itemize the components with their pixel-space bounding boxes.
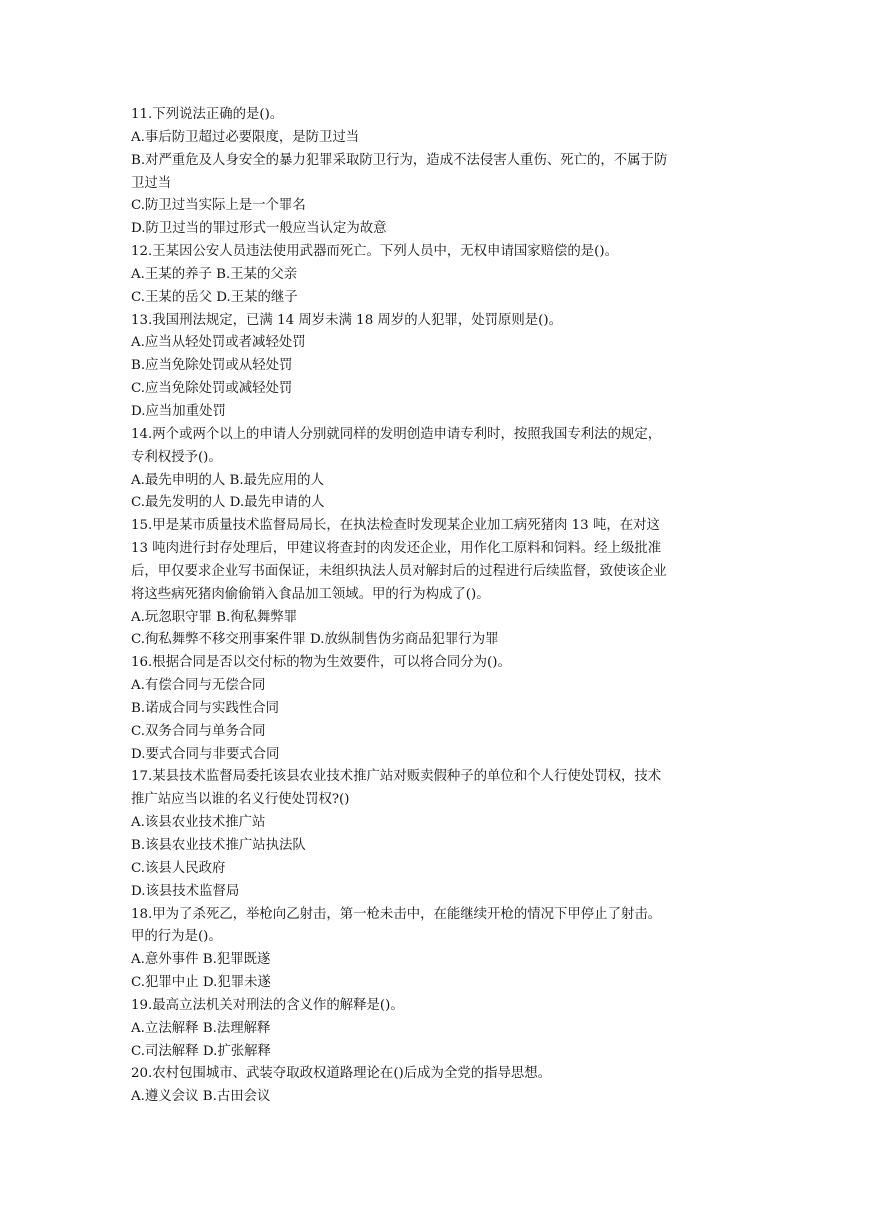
text-line: 专利权授予()。 <box>131 449 222 465</box>
text-line: 甲的行为是()。 <box>131 929 222 945</box>
option-line: B.该县农业技术推广站执法队 <box>131 838 306 853</box>
option-line: C.该县人民政府 <box>131 860 226 876</box>
option-line: A.该县农业技术推广站 <box>131 815 266 831</box>
option-line: A.应当从轻处罚或者减轻处罚 <box>131 335 306 351</box>
option-line: A.意外事件 B.犯罪既遂 <box>131 952 271 968</box>
option-line: A.遵义会议 B.古田会议 <box>131 1089 271 1105</box>
option-line: C.防卫过当实际上是一个罪名 <box>131 198 306 214</box>
question-line: 19.最高立法机关对刑法的含义作的解释是()。 <box>131 997 404 1013</box>
option-line: C.徇私舞弊不移交刑事案件罪 D.放纵制售伪劣商品犯罪行为罪 <box>131 632 499 648</box>
option-line: B.应当免除处罚或从轻处罚 <box>131 358 293 374</box>
option-line: C.双务合同与单务合同 <box>131 723 266 739</box>
option-line: C.最先发明的人 D.最先申请的人 <box>131 495 325 511</box>
option-line: D.该县技术监督局 <box>131 883 240 899</box>
question-line: 12.王某因公安人员违法使用武器而死亡。下列人员中，无权申请国家赔偿的是()。 <box>131 244 619 260</box>
question-line: 13.我国刑法规定，已满 14 周岁未满 18 周岁的人犯罪，处罚原则是()。 <box>131 312 563 328</box>
option-line: D.要式合同与非要式合同 <box>131 746 280 762</box>
option-line: D.应当加重处罚 <box>131 403 226 419</box>
text-line: 卫过当 <box>131 175 172 191</box>
question-line: 18.甲为了杀死乙，举枪向乙射击，第一枪未击中，在能继续开枪的情况下甲停止了射击。 <box>131 906 662 922</box>
question-line: 17.某县技术监督局委托该县农业技术推广站对贩卖假种子的单位和个人行使处罚权，技术 <box>131 769 662 785</box>
text-line: 13 吨肉进行封存处理后，甲建议将查封的肉发还企业，用作化工原料和饲料。经上级批准 <box>131 541 662 557</box>
option-line: A.玩忽职守罪 B.徇私舞弊罪 <box>131 609 298 625</box>
option-line: A.事后防卫超过必要限度，是防卫过当 <box>131 129 360 145</box>
text-line: 将这些病死猪肉偷偷销入食品加工领域。甲的行为构成了()。 <box>131 586 490 602</box>
option-line: C.犯罪中止 D.犯罪未遂 <box>131 975 271 991</box>
question-line: 16.根据合同是否以交付标的物为生效要件，可以将合同分为()。 <box>131 655 511 671</box>
option-line: C.司法解释 D.扩张解释 <box>131 1043 271 1059</box>
option-line: C.王某的岳父 D.王某的继子 <box>131 289 298 305</box>
question-line: 14.两个或两个以上的申请人分别就同样的发明创造申请专利时，按照我国专利法的规定， <box>131 426 662 442</box>
question-line: 11.下列说法正确的是()。 <box>131 107 284 122</box>
option-line: C.应当免除处罚或减轻处罚 <box>131 381 293 397</box>
option-line: B.诺成合同与实践性合同 <box>131 700 280 716</box>
option-line: B.对严重危及人身安全的暴力犯罪采取防卫行为，造成不法侵害人重伤、死亡的，不属于防 <box>131 152 668 168</box>
option-line: A.有偿合同与无偿合同 <box>131 678 266 694</box>
option-line: A.最先申明的人 B.最先应用的人 <box>131 472 324 488</box>
option-line: A.王某的养子 B.王某的父亲 <box>131 266 298 282</box>
document-page <box>131 104 731 1109</box>
option-line: A.立法解释 B.法理解释 <box>131 1020 271 1036</box>
text-line: 推广站应当以谁的名义行使处罚权?() <box>131 792 350 808</box>
text-line: 后，甲仅要求企业写书面保证，未组织执法人员对解封后的过程进行后续监督，致使该企业 <box>131 563 667 579</box>
question-line: 20.农村包围城市、武装夺取政权道路理论在()后成为全党的指导思想。 <box>131 1066 552 1082</box>
option-line: D.防卫过当的罪过形式一般应当认定为故意 <box>131 221 387 237</box>
question-line: 15.甲是某市质量技术监督局局长，在执法检查时发现某企业加工病死猪肉 13 吨，在对这 <box>131 518 660 534</box>
